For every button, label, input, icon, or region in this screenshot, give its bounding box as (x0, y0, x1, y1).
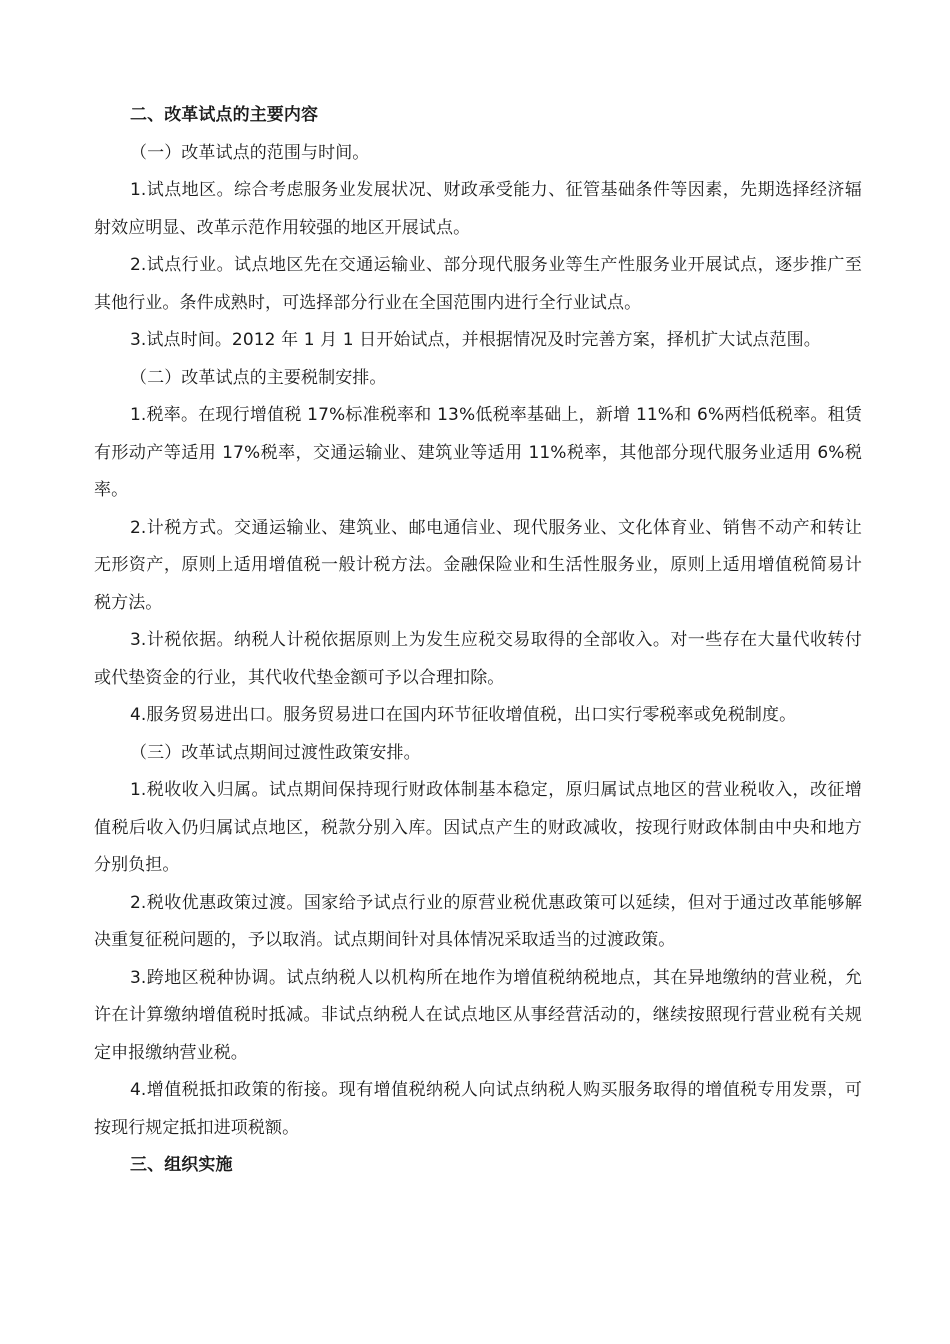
section-heading-implementation: 三、组织实施 (130, 1155, 233, 1175)
paragraph-cross-region: 3.跨地区税种协调。试点纳税人以机构所在地作为增值税纳税地点，其在异地缴纳的营业税，允许在计算缴纳增值税时抵减。非试点纳税人在试点地区从事经营活动的，继续按照现行营业税有关规定申报缴纳营业税。 (94, 967, 862, 1063)
paragraph-pilot-region: 1.试点地区。综合考虑服务业发展状况、财政承受能力、征管基础条件等因素，先期选择经济辐射效应明显、改革示范作用较强的地区开展试点。 (94, 180, 862, 238)
subsection-tax-arrangement: （二）改革试点的主要税制安排。 (130, 367, 387, 388)
section-heading-main-content: 二、改革试点的主要内容 (130, 105, 319, 125)
paragraph-service-trade: 4.服务贸易进出口。服务贸易进口在国内环节征收增值税，出口实行零税率或免税制度。 (130, 705, 797, 725)
paragraph-revenue-attribution: 1.税收收入归属。试点期间保持现行财政体制基本稳定，原归属试点地区的营业税收入，改征增值税后收入仍归属试点地区，税款分别入库。因试点产生的财政减收，按现行财政体制由中央和地方分别负担。 (94, 780, 862, 875)
paragraph-tax-method: 2.计税方式。交通运输业、建筑业、邮电通信业、现代服务业、文化体育业、销售不动产和转让无形资产，原则上适用增值税一般计税方法。金融保险业和生活性服务业，原则上适用增值税简易计税方法。 (94, 517, 862, 613)
paragraph-pilot-time: 3.试点时间。2012 年 1 月 1 日开始试点，并根据情况及时完善方案，择机扩大试点范围。 (130, 330, 821, 350)
subsection-transition-policy: （三）改革试点期间过渡性政策安排。 (130, 742, 421, 763)
subsection-scope-and-time: （一）改革试点的范围与时间。 (130, 142, 370, 163)
document-body (94, 97, 862, 1185)
paragraph-vat-deduction: 4.增值税抵扣政策的衔接。现有增值税纳税人向试点纳税人购买服务取得的增值税专用发票，可按现行规定抵扣进项税额。 (94, 1080, 862, 1138)
paragraph-pilot-industry: 2.试点行业。试点地区先在交通运输业、部分现代服务业等生产性服务业开展试点，逐步推广至其他行业。条件成熟时，可选择部分行业在全国范围内进行全行业试点。 (94, 255, 862, 313)
paragraph-tax-rate: 1.税率。在现行增值税 17%标准税率和 13%低税率基础上，新增 11%和 6%两档低税率。租赁有形动产等适用 17%税率，交通运输业、建筑业等适用 11%税率，其他部分现代服务业适用 6%税率。 (94, 405, 862, 500)
paragraph-tax-basis: 3.计税依据。纳税人计税依据原则上为发生应税交易取得的全部收入。对一些存在大量代收转付或代垫资金的行业，其代收代垫金额可予以合理扣除。 (94, 630, 862, 688)
paragraph-preferential-policy: 2.税收优惠政策过渡。国家给予试点行业的原营业税优惠政策可以延续，但对于通过改革能够解决重复征税问题的，予以取消。试点期间针对具体情况采取适当的过渡政策。 (94, 892, 862, 950)
